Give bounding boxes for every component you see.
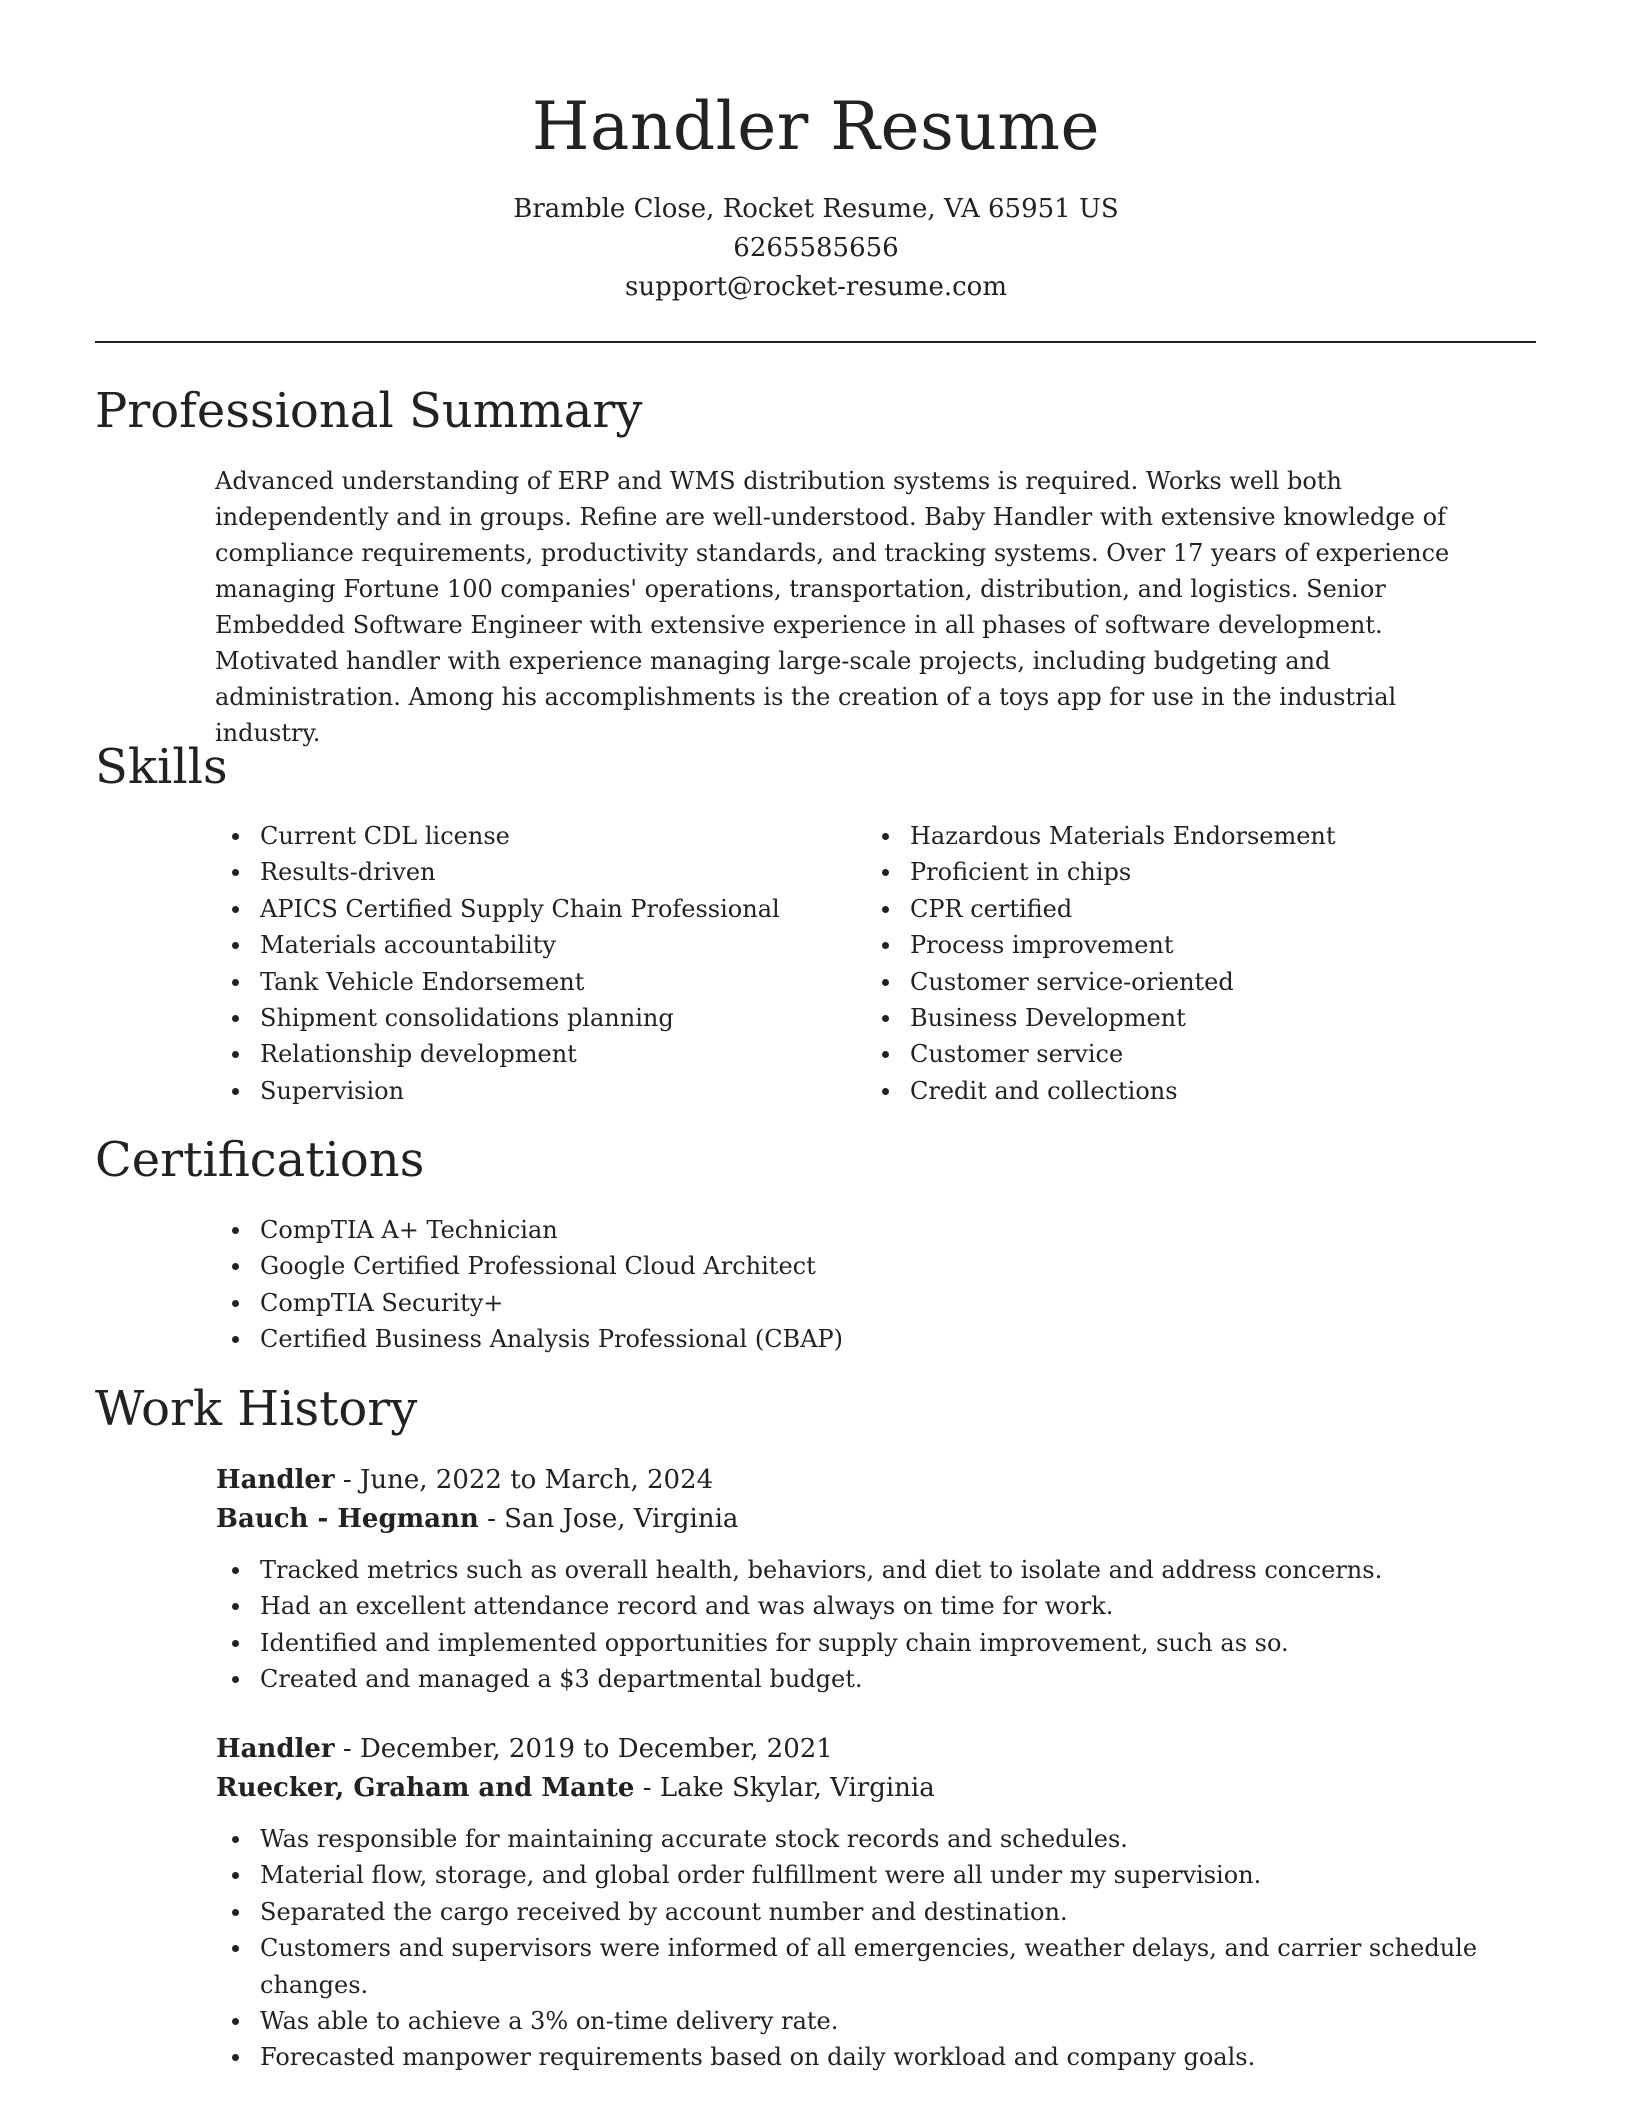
job-bullet: Was able to achieve a 3% on-time delivery rate. xyxy=(216,2003,1516,2039)
job-bullet: Customers and supervisors were informed of all emergencies, weather delays, and carrier schedule changes. xyxy=(216,1930,1516,2003)
certification-item: CompTIA A+ Technician xyxy=(216,1212,1116,1248)
job-bullet: Forecasted manpower requirements based on daily workload and company goals. xyxy=(216,2039,1516,2075)
job-bullet: Tracked metrics such as overall health, behaviors, and diet to isolate and address concerns. xyxy=(216,1552,1516,1588)
skill-item: Business Development xyxy=(866,1000,1466,1036)
job-role: Handler xyxy=(216,1734,335,1764)
skill-item: Hazardous Materials Endorsement xyxy=(866,818,1466,854)
job-title-line xyxy=(216,1730,1516,1769)
phone: 6265585656 xyxy=(733,233,899,263)
job-bullet: Identified and implemented opportunities for supply chain improvement, such as so. xyxy=(216,1625,1516,1661)
resume-header xyxy=(0,82,1632,307)
job-bullet: Material flow, storage, and global order fulfillment were all under my supervision. xyxy=(216,1857,1516,1893)
header-divider xyxy=(95,341,1536,343)
skills-list-right xyxy=(866,818,1466,1109)
skill-item: Customer service xyxy=(866,1036,1466,1072)
skills-list-left xyxy=(216,818,816,1109)
certification-item: Google Certified Professional Cloud Architect xyxy=(216,1248,1116,1284)
certifications-title: Certifications xyxy=(95,1132,425,1188)
job-company: Ruecker, Graham and Mante xyxy=(216,1773,635,1803)
job-bullet: Separated the cargo received by account number and destination. xyxy=(216,1894,1516,1930)
separator: - xyxy=(342,1734,360,1764)
job-bullet: Created and managed a $3 departmental budget. xyxy=(216,1661,1516,1697)
skill-item: Supervision xyxy=(216,1073,816,1109)
job-dates: June, 2022 to March, 2024 xyxy=(359,1465,714,1495)
job-location: San Jose, Virginia xyxy=(504,1504,739,1534)
resume-name: Handler Resume xyxy=(531,88,1101,165)
skill-item: Relationship development xyxy=(216,1036,816,1072)
skill-item: Proficient in chips xyxy=(866,854,1466,890)
skill-item: Current CDL license xyxy=(216,818,816,854)
certification-item: Certified Business Analysis Professional (CBAP) xyxy=(216,1321,1116,1357)
skill-item: Tank Vehicle Endorsement xyxy=(216,964,816,1000)
job-bullet: Had an excellent attendance record and was always on time for work. xyxy=(216,1588,1516,1624)
job-bullets xyxy=(216,1821,1516,2076)
job-entry xyxy=(216,1730,1516,2076)
job-entry xyxy=(216,1461,1516,1698)
job-company-line xyxy=(216,1500,1516,1539)
job-bullet: Was responsible for maintaining accurate stock records and schedules. xyxy=(216,1821,1516,1857)
separator: - xyxy=(342,1465,360,1495)
certification-item: CompTIA Security+ xyxy=(216,1285,1116,1321)
job-title-line xyxy=(216,1461,1516,1500)
summary-title: Professional Summary xyxy=(95,383,643,439)
skill-item: Customer service-oriented xyxy=(866,964,1466,1000)
certifications-list xyxy=(216,1212,1116,1358)
summary-text: Advanced understanding of ERP and WMS distribution systems is required. Works well both independently and in groups. Refine are well-understood. Baby Handler with extensive knowledge of compliance requirements, productivity standards, and tracking systems. Over 17 years of experience managing Fortune 100 companies' operations, transportation, distribution, and logistics. Senior Embedded Software Engineer with extensive experience in all phases of software development. Motivated handler with experience managing large-scale projects, including budgeting and administration. Among his accomplishments is the creation of a toys app for use in the industrial industry. xyxy=(215,467,1450,747)
job-dates: December, 2019 to December, 2021 xyxy=(359,1734,833,1764)
separator: - xyxy=(487,1504,505,1534)
skill-item: CPR certified xyxy=(866,891,1466,927)
skill-item: Credit and collections xyxy=(866,1073,1466,1109)
skill-item: APICS Certified Supply Chain Professional xyxy=(216,891,816,927)
job-role: Handler xyxy=(216,1465,335,1495)
skill-item: Process improvement xyxy=(866,927,1466,963)
job-company: Bauch - Hegmann xyxy=(216,1504,479,1534)
skill-item: Results-driven xyxy=(216,854,816,890)
job-bullets xyxy=(216,1552,1516,1698)
skill-item: Materials accountability xyxy=(216,927,816,963)
skill-item: Shipment consolidations planning xyxy=(216,1000,816,1036)
separator: - xyxy=(642,1773,660,1803)
skills-title: Skills xyxy=(95,739,228,795)
work-history-title: Work History xyxy=(95,1381,418,1437)
address: Bramble Close, Rocket Resume, VA 65951 US xyxy=(513,194,1119,224)
contact-info xyxy=(0,190,1632,307)
email: support@rocket-resume.com xyxy=(624,272,1007,302)
job-location: Lake Skylar, Virginia xyxy=(659,1773,935,1803)
job-company-line xyxy=(216,1769,1516,1808)
